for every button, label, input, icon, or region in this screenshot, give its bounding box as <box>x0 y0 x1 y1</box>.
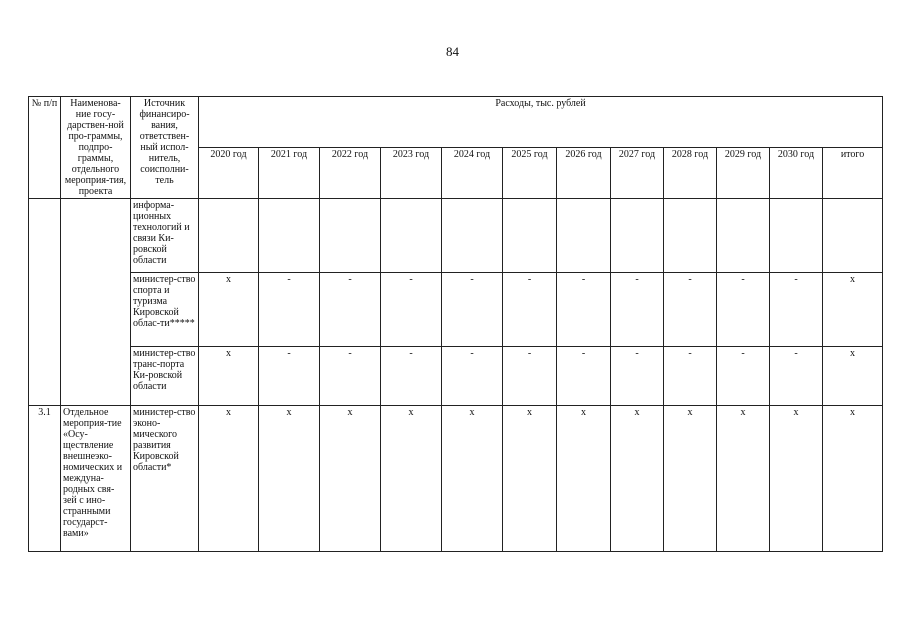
value-cell <box>503 199 557 273</box>
value-cell: x <box>770 406 823 552</box>
value-cell: - <box>442 273 503 347</box>
value-cell: - <box>611 347 664 406</box>
value-cell <box>717 199 770 273</box>
row-source: министер-ство транс-порта Ки-ровской области <box>131 347 199 406</box>
table-row <box>29 273 883 347</box>
header-year: 2026 год <box>557 148 611 199</box>
value-cell <box>823 199 883 273</box>
value-cell: - <box>664 273 717 347</box>
header-total: итого <box>823 148 883 199</box>
value-cell: - <box>320 273 381 347</box>
header-year: 2023 год <box>381 148 442 199</box>
header-year: 2020 год <box>199 148 259 199</box>
row-source: информа-ционных технологий и связи Ки-ровской области <box>131 199 199 273</box>
value-cell: - <box>442 347 503 406</box>
table-row <box>29 199 883 273</box>
value-cell: x <box>381 406 442 552</box>
value-cell: - <box>259 273 320 347</box>
value-cell: x <box>503 406 557 552</box>
value-cell: - <box>381 347 442 406</box>
header-num: № п/п <box>29 97 61 199</box>
value-cell: - <box>717 347 770 406</box>
header-year: 2030 год <box>770 148 823 199</box>
value-cell <box>557 199 611 273</box>
value-cell: - <box>503 347 557 406</box>
row-name <box>61 199 131 406</box>
value-cell: - <box>717 273 770 347</box>
value-cell: - <box>259 347 320 406</box>
value-cell: x <box>199 273 259 347</box>
value-cell: - <box>503 273 557 347</box>
header-year: 2029 год <box>717 148 770 199</box>
value-cell: x <box>259 406 320 552</box>
value-cell: x <box>823 406 883 552</box>
header-year: 2028 год <box>664 148 717 199</box>
value-cell <box>664 199 717 273</box>
value-cell: x <box>442 406 503 552</box>
row-source: министер-ство эконо-мического развития Кировской области* <box>131 406 199 552</box>
value-cell <box>320 199 381 273</box>
header-year: 2025 год <box>503 148 557 199</box>
value-cell: - <box>557 347 611 406</box>
value-cell <box>381 199 442 273</box>
value-cell <box>442 199 503 273</box>
value-cell: - <box>664 347 717 406</box>
header-expenses: Расходы, тыс. рублей <box>199 97 883 148</box>
value-cell: x <box>823 347 883 406</box>
value-cell <box>259 199 320 273</box>
value-cell: x <box>717 406 770 552</box>
table-row <box>29 347 883 406</box>
page-number: 84 <box>446 44 459 59</box>
value-cell: x <box>611 406 664 552</box>
row-name: Отдельное мероприя-тие «Осу-ществление внешнеэко-номических и междуна-родных свя-зей с ино-странными государст-вами» <box>61 406 131 552</box>
header-year: 2022 год <box>320 148 381 199</box>
value-cell: - <box>770 273 823 347</box>
value-cell: x <box>557 406 611 552</box>
value-cell: x <box>664 406 717 552</box>
value-cell <box>611 199 664 273</box>
value-cell: x <box>199 406 259 552</box>
header-year: 2027 год <box>611 148 664 199</box>
value-cell <box>770 199 823 273</box>
header-year: 2024 год <box>442 148 503 199</box>
row-num: 3.1 <box>29 406 61 552</box>
budget-table <box>28 96 883 552</box>
header-name: Наименова-ние госу-дарствен-ной про-граммы, подпро-граммы, отдельного мероприя-тия, проекта <box>61 97 131 199</box>
value-cell <box>199 199 259 273</box>
header-year: 2021 год <box>259 148 320 199</box>
value-cell: x <box>320 406 381 552</box>
value-cell: - <box>557 273 611 347</box>
value-cell: - <box>611 273 664 347</box>
value-cell: x <box>199 347 259 406</box>
header-source: Источник финансиро-вания, ответствен-ный испол-нитель, соисполни-тель <box>131 97 199 199</box>
header-row-top <box>29 97 883 148</box>
table-row <box>29 406 883 552</box>
value-cell: - <box>770 347 823 406</box>
value-cell: x <box>823 273 883 347</box>
value-cell: - <box>320 347 381 406</box>
value-cell: - <box>381 273 442 347</box>
row-source: министер-ство спорта и туризма Кировской облас-ти***** <box>131 273 199 347</box>
row-num <box>29 199 61 406</box>
